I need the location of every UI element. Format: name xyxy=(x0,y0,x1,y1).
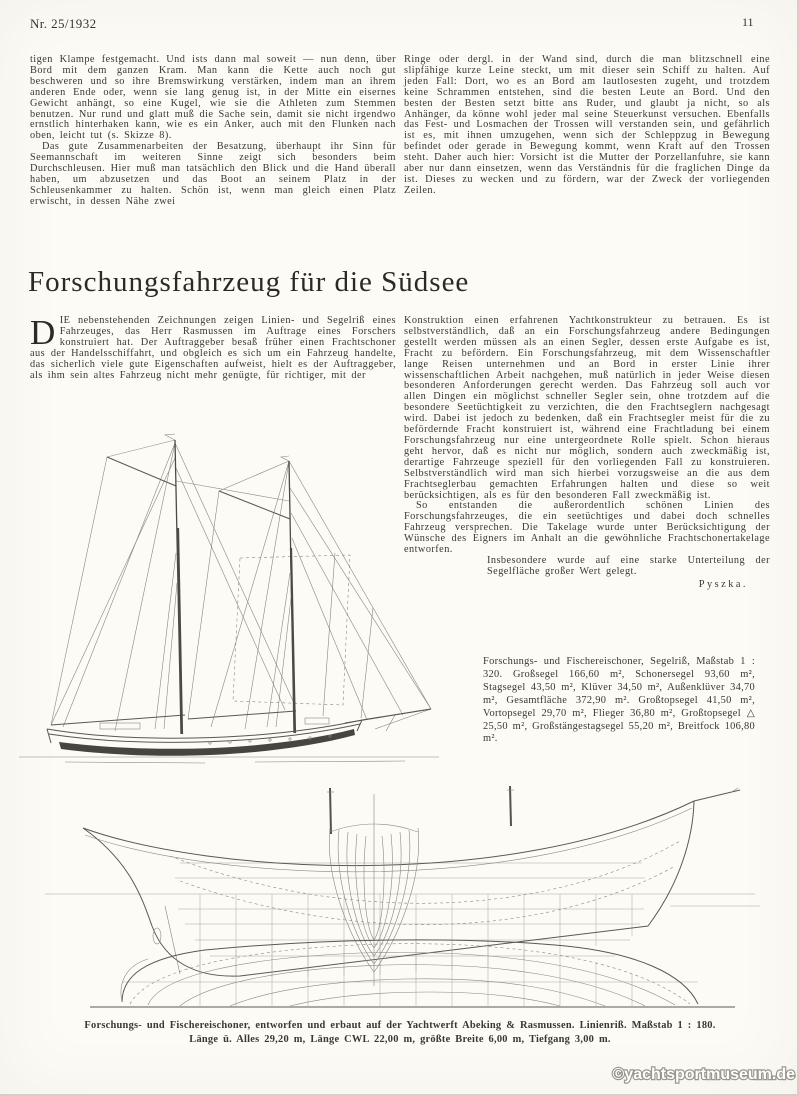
sail-plan-caption: Forschungs- und Fischereischoner, Segelriß, Maßstab 1 : 320. Großsegel 166,60 m², Schonersegel 93,60 m², Stagsegel 43,50 m², Klüver 34,50 m², Außenklüver 34,70 m², Gesamtfläche 372,90 m². Großtopsegel 41,50 m², Vortopsegel 29,70 m², Flieger 36,80 m², Großtopsegel △ 25,50 m², Großstängestagsegel 55,20 m², Breitfock 106,80 m². xyxy=(483,656,755,745)
spars xyxy=(51,457,431,725)
feature-right-column xyxy=(404,316,770,591)
lead-article xyxy=(30,55,770,208)
sail-plan-figure xyxy=(5,413,445,791)
lead-paragraph-1: tigen Klampe festgemacht. Und ists dann mal soweit — nun denn, über Bord mit dem ganzen Kram. Man kann die Kette auch noch gut beschweren und so ihre Bremswirkung verstärken, indem man an ihrem anderen Ende oder, wenn sie lang genug ist, in der Mitte ein eisernes Gewicht anhängt, so eine Kugel, wie sie die Athleten zum Stemmen benutzen. Nur rund und glatt muß die Sache sein, damit sie nicht irgendwo ernstlich hinterhaken kann, wie es ein Anker, auch mit den Flunken nach oben, leicht tut (s. Skizze 8). xyxy=(30,54,396,142)
hull xyxy=(47,709,431,756)
watermark xyxy=(597,1060,797,1088)
feature-paragraph-1: Konstruktion einen erfahrenen Yachtkonstrukteur zu betrauen. Es ist selbstverständlich, daß an ein Forschungsfahrzeug andere Bedingungen gestellt werden müssen als an einen Segler, dessen erste Aufgabe es ist, Fracht zu befördern. Ein Forschungsfahrzeug, mit dem Wissenschaftler lange Reisen unternehmen und an Bord in erster Linie ihrer wissenschaftlichen Arbeit nachgehen, muß natürlich in jeder Weise diesen besonderen Anforderungen gerecht werden. Das Fahrzeug soll auch vor allen Dingen ein möglichst schneller Segler sein, ohne trotzdem auf die besondere Seetüchtigkeit zu verzichten, die den Frachtseglern nachgesagt wird. Dabei ist jedoch zu bedenken, daß ein Frachtsegler meist für die zu befördernde Fracht konstruiert ist, während eine Frachtladung bei einem Forschungsfahrzeug nur eine untergeordnete Rolle spielt. Schon hieraus geht hervor, daß es nicht nur möglich, sondern auch zweckmäßig ist, derartige Fahrzeuge speziell für den vorliegenden Fall zu konstruieren. Selbstverständlich wird man sich hierbei vorzugsweise an die aus dem Frachtseglerbau gemachten Erfahrungen halten und diese so weit berücksichtigen, als es für den besonderen Fall zweckmäßig ist. xyxy=(404,315,770,501)
rigging xyxy=(51,443,431,731)
half-breadth-plan xyxy=(90,940,735,1007)
caption-line-1: Forschungs- und Fischereischoner, entworfen und erbaut auf der Yachtwerft Abeking & Rasmussen. Linienriß. Maßstab 1 : 180. xyxy=(84,1020,716,1031)
drop-cap: D xyxy=(30,313,56,352)
body-plan xyxy=(329,794,418,986)
feature-paragraph-2: So entstanden die außerordentlich schönen Linien des Forschungsfahrzeuges, die ein seetüchtiges und dabei doch schnelles Fahrzeug versprechen. Die Takelage wurde unter Berücksichtigung der Wünsche des Eigners im Anhalt an die gewöhnliche Frachtschonertakelage entworfen. xyxy=(404,500,770,556)
lines-plan-figure xyxy=(30,786,770,1018)
feature-intro-paragraph xyxy=(30,313,396,381)
lead-paragraph-3: Ringe oder dergl. in der Wand sind, durch die man blitzschnell eine slipfähige kurze Leine steckt, um mit dieser sein Schiff zu halten. Auf jeden Fall: Dort, wo es an Bord am lautlosesten zugeht, und trotzdem keine Schrammen entstehen, sind die besten Leute an Bord. Und den besten der Besten setzt bitte ans Ruder, und glaubt ja nicht, so als Anhänger, da könne wohl jeder mal seine Steuerkunst versuchen. Ebenfalls das Fest- und Losmachen der Trossen will verstanden sein, und gefährlich ist es, mit ihnen umzugehen, wenn sich der Schleppzug in Bewegung befindet oder gerade in Bewegung kommt, wenn Kraft auf den Trossen steht. Daher auch hier: Vorsicht ist die Mutter der Porzellanfuhre, sie kann aber nur dann einsetzen, wenn das Verständnis für die fraglichen Dinge da ist. Dieses zu wecken und zu fördern, war der Zweck der vorliegenden Zeilen. xyxy=(404,54,770,196)
lines-plan-caption xyxy=(30,1019,770,1046)
author-signature: Pyszka. xyxy=(698,578,748,590)
feature-intro-text: IE nebenstehenden Zeichnungen zeigen Linien- und Segelriß eines Fahrzeuges, das Herr Rasmussen im Auftrage eines Forschers konstruiert hat. Der Auftraggeber besaß früher einen Frachtschoner aus der Handelsschiffahrt, und obgleich es sich um ein Fahrzeug handelte, das sicherlich viele gute Eigenschaften aufweist, hielt es der Auftraggeber, als ihm sein altes Fahrzeug nicht mehr genügte, für richtiger, mit der xyxy=(30,315,396,381)
article-headline: Forschungsfahrzeug für die Südsee xyxy=(28,266,470,298)
sails xyxy=(51,440,350,725)
feature-left-column xyxy=(30,313,396,381)
lead-right-column xyxy=(404,55,770,208)
page-number: 11 xyxy=(742,15,754,29)
caption-line-2: Länge ü. Alles 29,20 m, Länge CWL 22,00 m, größte Breite 6,00 m, Tiefgang 3,00 m. xyxy=(189,1033,611,1045)
sea-line xyxy=(19,757,439,763)
feature-paragraph-2-continued: Insbesondere wurde auf eine starke Unterteilung der Segelfläche großer Wert gelegt. xyxy=(487,554,770,577)
sheer-plan xyxy=(45,786,760,977)
lead-paragraph-2: Das gute Zusammenarbeiten der Besatzung, überhaupt ihr Sinn für Seemannschaft im weiteren Sinne zeigt sich besonders beim Durchschleusen. Hier muß man tatsächlich den Blick und die Hand überall haben, um abzusetzen und das Boot an seinem Platz in der Schleusenkammer zu halten. Schön ist, wenn man gleich einen Platz erwischt, in dessen Nähe zwei xyxy=(30,141,396,207)
watermark-text: ©yachtsportmuseum.de xyxy=(612,1066,795,1083)
issue-number: Nr. 25/1932 xyxy=(30,16,97,31)
lead-left-column xyxy=(30,55,396,208)
